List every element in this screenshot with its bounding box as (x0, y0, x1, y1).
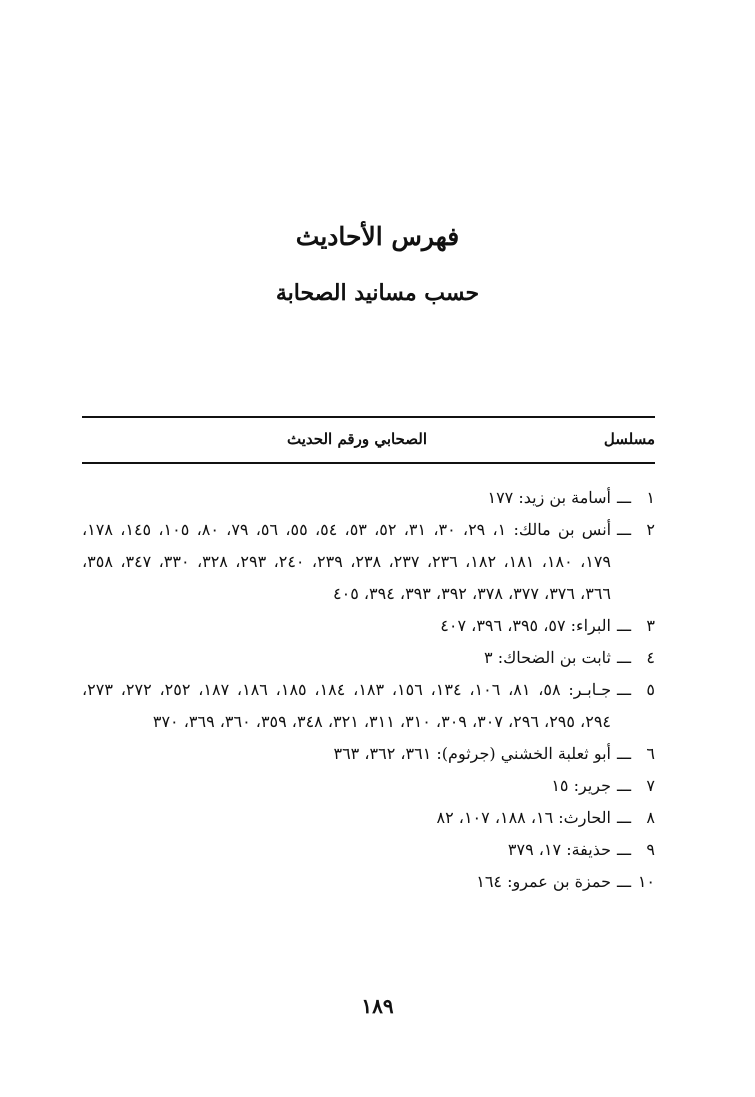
entry-dash: ـــ (616, 488, 631, 507)
entry-number: ٣ (646, 616, 655, 635)
entry-dash: ـــ (616, 616, 631, 635)
entry-text: حذيفة: ١٧، ٣٧٩ (507, 840, 611, 859)
entry-number: ٩ (646, 840, 655, 859)
index-entry (82, 610, 655, 642)
entry-text: أنس بن مالك: ١، ٢٩، ٣٠، ٣١، ٥٢، ٥٣، ٥٤، ٥٥، ٥٦، ٧٩، ٨٠، ١٠٥، ١٤٥، ١٧٨، ١٧٩، ١٨٠، ١٨١، ١٨٢، ٢٣٦، ٢٣٧، ٢٣٨، ٢٣٩، ٢٤٠، ٢٩٣، ٣٢٨، ٣٣٠، ٣٤٧، ٣٥٨، ٣٦٦، ٣٧٦، ٣٧٧، ٣٧٨، ٣٩٢، ٣٩٣، ٣٩٤، ٤٠٥ (82, 520, 612, 603)
entry-dash: ـــ (616, 680, 631, 699)
header-row (82, 418, 655, 462)
index-entry (82, 866, 655, 898)
index-entry (82, 802, 655, 834)
index-entry (82, 674, 655, 738)
entry-dash: ـــ (616, 872, 631, 891)
header-bottom-rule (82, 462, 655, 464)
entry-text: ثابت بن الضحاك: ٣ (484, 648, 611, 667)
serial-column-header: مسلسل (603, 430, 655, 448)
entry-number: ٦ (646, 744, 655, 763)
entry-text: الحارث: ١٦، ١٨٨، ١٠٧، ٨٢ (436, 808, 611, 827)
entry-text: البراء: ٥٧، ٣٩٥، ٣٩٦، ٤٠٧ (440, 616, 611, 635)
entry-number: ٨ (646, 808, 655, 827)
entry-dash: ـــ (616, 744, 631, 763)
index-entry (82, 834, 655, 866)
entry-dash: ـــ (616, 776, 631, 795)
index-entry (82, 482, 655, 514)
index-entry (82, 642, 655, 674)
index-table-header (82, 416, 655, 464)
companion-column-header: الصحابي ورقم الحديث (287, 430, 427, 448)
index-entry (82, 770, 655, 802)
entry-number: ٧ (646, 776, 655, 795)
entry-text: حمزة بن عمرو: ١٦٤ (476, 872, 611, 891)
page-subtitle: حسب مسانيد الصحابة (275, 280, 480, 306)
entry-number: ٢ (646, 520, 655, 539)
entry-number: ٤ (646, 648, 655, 667)
entry-dash: ـــ (616, 840, 631, 859)
entry-number: ٥ (646, 680, 655, 699)
index-entries (82, 482, 655, 898)
entry-text: أبو ثعلبة الخشني (جرثوم): ٣٦١، ٣٦٢، ٣٦٣ (333, 744, 611, 763)
page-number: ١٨٩ (361, 994, 394, 1018)
page-title: فهرس الأحاديث (295, 222, 460, 251)
index-entry (82, 738, 655, 770)
entry-text: أسامة بن زيد: ١٧٧ (487, 488, 611, 507)
entry-text: جرير: ١٥ (551, 776, 611, 795)
entry-text: جـابـر: ٥٨، ٨١، ١٠٦، ١٣٤، ١٥٦، ١٨٣، ١٨٤، ١٨٥، ١٨٦، ١٨٧، ٢٥٢، ٢٧٢، ٢٧٣، ٢٩٤، ٢٩٥، ٢٩٦، ٣٠٧، ٣٠٩، ٣١٠، ٣١١، ٣٢١، ٣٤٨، ٣٥٩، ٣٦٠، ٣٦٩، ٣٧٠ (82, 680, 612, 731)
entry-dash: ـــ (616, 648, 631, 667)
index-entry (82, 514, 655, 610)
entry-number: ١ (646, 488, 655, 507)
entry-dash: ـــ (616, 520, 631, 539)
entry-dash: ـــ (616, 808, 631, 827)
entry-number: ١٠ (637, 872, 655, 891)
